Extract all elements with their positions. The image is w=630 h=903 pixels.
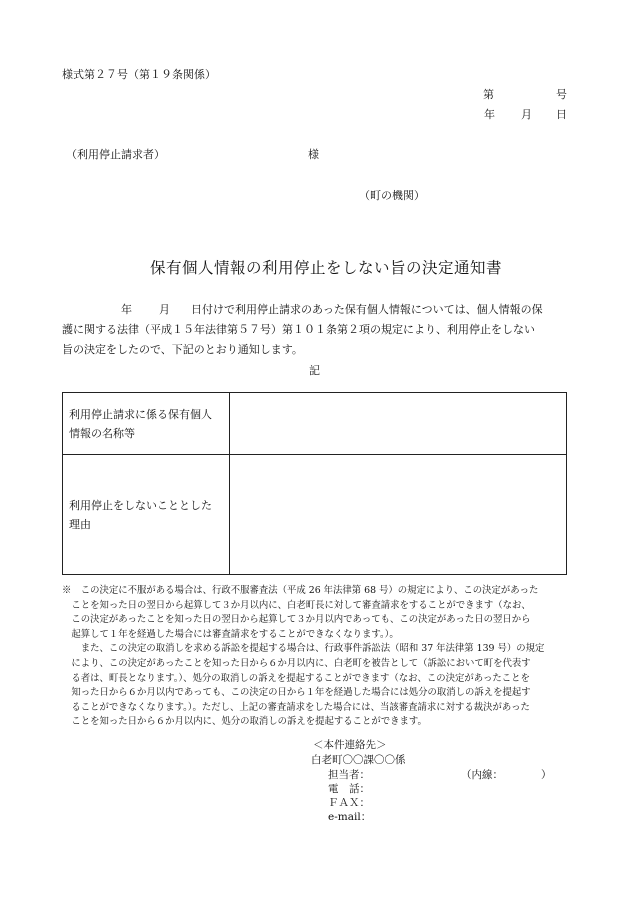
row-value-reason[interactable] <box>230 455 567 575</box>
ki-mark: 記 <box>309 364 320 377</box>
body-year: 年 <box>121 303 132 316</box>
form-number: 様式第２７号（第１９条関係） <box>62 68 216 81</box>
note-line: ※ この決定に不服がある場合は、行政不服審査法（平成 26 年法律第 68 号）の規定により、この決定があった <box>62 585 539 596</box>
body-line-2: 護に関する法律（平成１５年法律第５７号）第１０１条第２項の規定により、利用停止をしない <box>62 323 535 336</box>
honorific: 様 <box>308 148 319 161</box>
issuer: （町の機関） <box>359 189 425 202</box>
note-line: この決定があったことを知った日の翌日から起算して３か月以内であっても、この決定があった日の翌日から <box>62 614 531 626</box>
document-title: 保有個人情報の利用停止をしない旨の決定通知書 <box>150 259 503 277</box>
note-line: により、この決定があったことを知った日から６か月以内に、白老町を被告として（訴訟において町を代表す <box>62 657 531 669</box>
requester-label: （利用停止請求者） <box>66 148 165 161</box>
document-number-label: 第 <box>483 88 494 101</box>
contact-fax-label: ＦＡＸ： <box>328 797 370 809</box>
row-label-reason-line-1: 利用停止をしないこととした <box>69 498 212 512</box>
row-value-name[interactable] <box>230 393 567 455</box>
contact-phone-label: 電 話： <box>328 783 370 795</box>
table-row <box>63 393 567 455</box>
date-month: 月 <box>521 108 532 121</box>
table-row <box>63 455 567 575</box>
contact-email-label: e-mail： <box>328 811 372 823</box>
contact-heading: ＜本件連絡先＞ <box>313 739 387 751</box>
note-line: ることができなくなります。）。ただし、上記の審査請求をした場合には、当該審査請求に対する裁決があった <box>62 701 530 713</box>
date-year: 年 <box>484 108 495 121</box>
body-line-1: 日付けで利用停止請求のあった保有個人情報については、個人情報の保 <box>191 303 543 316</box>
note-line: 起算して１年を経過した場合には審査請求をすることができなくなります。）。 <box>62 628 399 640</box>
note-line: また、この決定の取消しを求める訴訟を提起する場合は、行政事件訴訟法（昭和 37 年法律第 139 号）の規定 <box>62 643 545 655</box>
contact-extension-close: ） <box>541 769 552 781</box>
note-line: ことを知った日から６か月以内に、処分の取消しの訴えを提起することができます。 <box>62 716 427 728</box>
note-line: ことを知った日の翌日から起算して３か月以内に、白老町長に対して審査請求をすることができます（なお、 <box>62 599 531 611</box>
body-line-3: 旨の決定をしたので、下記のとおり通知します。 <box>62 343 303 356</box>
row-label-reason-line-2: 理由 <box>69 517 91 531</box>
body-month: 月 <box>159 303 170 316</box>
appeal-note <box>62 584 572 730</box>
row-label-name-line-1: 利用停止請求に係る保有個人 <box>69 407 212 421</box>
row-label-name-line-2: 情報の名称等 <box>69 426 135 440</box>
row-label-name <box>63 393 230 455</box>
contact-person-label: 担当者： <box>328 769 370 781</box>
document-number-suffix: 号 <box>556 88 567 101</box>
date-day: 日 <box>556 108 567 121</box>
contact-department: 白老町〇〇課〇〇係 <box>311 754 406 766</box>
info-table <box>62 392 567 575</box>
note-line: 知った日から６か月以内であっても、この決定の日から１年を経過した場合には処分の取消しの訴えを提起す <box>62 687 531 699</box>
note-line: る者は、町長となります。）、処分の取消しの訴えを提起することができます（なお、この決定があったことを <box>62 672 530 684</box>
row-label-reason <box>63 455 230 575</box>
contact-extension-label: （内線： <box>461 769 503 781</box>
